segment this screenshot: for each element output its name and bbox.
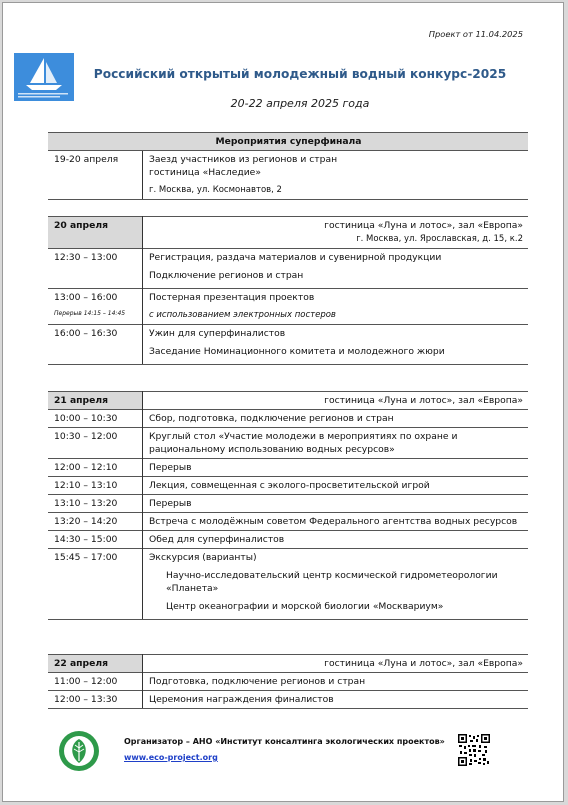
time-cell: 12:00 – 13:30 <box>48 691 143 709</box>
activity-cell: Встреча с молодёжным советом Федерального агентства водных ресурсов <box>143 513 529 531</box>
day-21-table <box>48 391 528 620</box>
day-venue-cell <box>143 217 529 249</box>
day-venue: гостиница «Луна и лотос», зал «Европа» <box>324 220 523 231</box>
table-row <box>48 477 528 495</box>
time-cell: 10:30 – 12:00 <box>48 428 143 459</box>
table-row <box>48 151 528 200</box>
superfinal-heading: Мероприятия суперфинала <box>48 133 528 151</box>
activity-cell <box>143 289 529 325</box>
day-venue: гостиница «Луна и лотос», зал «Европа» <box>143 655 529 673</box>
table-row <box>48 673 528 691</box>
time-value: 13:00 – 16:00 <box>54 292 118 303</box>
time-cell: 13:20 – 14:20 <box>48 513 143 531</box>
time-cell: 12:30 – 13:00 <box>48 249 143 289</box>
document-page <box>2 2 564 802</box>
activity-cell: Круглый стол «Участие молодежи в мероприятиях по охране и рациональному использованию водных ресурсов» <box>143 428 529 459</box>
day-header-row <box>48 392 528 410</box>
table-row <box>48 325 528 365</box>
time-cell: 15:45 – 17:00 <box>48 549 143 620</box>
excursion-option: Центр океанографии и морской биологии «Москвариум» <box>166 601 444 612</box>
activity-line: Заседание Номинационного комитета и молодежного жюри <box>149 346 445 357</box>
day-date: 21 апреля <box>48 392 143 410</box>
table-row <box>48 289 528 325</box>
activity-line: Подключение регионов и стран <box>149 270 304 281</box>
time-cell: 12:10 – 13:10 <box>48 477 143 495</box>
activity-cell <box>143 151 529 200</box>
event-dates: 20-22 апреля 2025 года <box>230 97 370 110</box>
table-row <box>48 249 528 289</box>
table-header-row <box>48 133 528 151</box>
time-cell: 11:00 – 12:00 <box>48 673 143 691</box>
table-row <box>48 459 528 477</box>
activity-cell: Подготовка, подключение регионов и стран <box>143 673 529 691</box>
activity-cell: Перерыв <box>143 459 529 477</box>
day-22-table <box>48 654 528 709</box>
table-row <box>48 495 528 513</box>
time-cell: 16:00 – 16:30 <box>48 325 143 365</box>
time-cell <box>48 289 143 325</box>
activity-cell: Сбор, подготовка, подключение регионов и стран <box>143 410 529 428</box>
day-header-row <box>48 655 528 673</box>
activity-cell: Перерыв <box>143 495 529 513</box>
activity-cell <box>143 249 529 289</box>
activity-cell <box>143 325 529 365</box>
day-header-row <box>48 217 528 249</box>
table-row <box>48 531 528 549</box>
time-cell: 12:00 – 12:10 <box>48 459 143 477</box>
organizer-text: Организатор – АНО «Институт консалтинга экологических проектов» <box>124 737 445 746</box>
day-venue: гостиница «Луна и лотос», зал «Европа» <box>143 392 529 410</box>
organizer-link[interactable]: www.eco-project.org <box>124 753 218 762</box>
activity-line: Регистрация, раздача материалов и сувенирной продукции <box>149 252 442 263</box>
day-date: 22 апреля <box>48 655 143 673</box>
activity-line: Ужин для суперфиналистов <box>149 328 286 339</box>
time-cell: 14:30 – 15:00 <box>48 531 143 549</box>
address-line: г. Москва, ул. Космонавтов, 2 <box>149 185 282 195</box>
superfinal-table <box>48 132 528 200</box>
table-row <box>48 691 528 709</box>
time-cell: 10:00 – 10:30 <box>48 410 143 428</box>
draft-label: Проект от 11.04.2025 <box>428 29 523 39</box>
leaf-eco-logo <box>58 730 100 772</box>
activity-cell: Лекция, совмещенная с эколого-просветительской игрой <box>143 477 529 495</box>
break-note: Перерыв 14:15 – 14:45 <box>54 310 126 317</box>
activity-cell: Церемония награждения финалистов <box>143 691 529 709</box>
day-address: г. Москва, ул. Ярославская, д. 15, к.2 <box>356 234 523 244</box>
activity-cell <box>143 549 529 620</box>
page-title: Российский открытый молодежный водный конкурс-2025 <box>93 67 507 81</box>
table-row <box>48 549 528 620</box>
qr-code <box>458 734 490 766</box>
time-cell: 13:10 – 13:20 <box>48 495 143 513</box>
day-20-table <box>48 216 528 365</box>
activity-line: Заезд участников из регионов и стран <box>149 154 338 165</box>
day-date: 20 апреля <box>48 217 143 249</box>
activity-line: гостиница «Наследие» <box>149 167 261 178</box>
excursion-option: Научно-исследовательский центр космической гидрометеорологии «Планета» <box>166 570 498 594</box>
activity-line: Экскурсия (варианты) <box>149 552 257 563</box>
sailboat-logo <box>14 53 74 101</box>
activity-line: Постерная презентация проектов <box>149 292 315 303</box>
time-cell: 19-20 апреля <box>48 151 143 200</box>
activity-cell: Обед для суперфиналистов <box>143 531 529 549</box>
table-row <box>48 410 528 428</box>
table-row <box>48 428 528 459</box>
activity-line: с использованием электронных постеров <box>149 310 336 320</box>
table-row <box>48 513 528 531</box>
